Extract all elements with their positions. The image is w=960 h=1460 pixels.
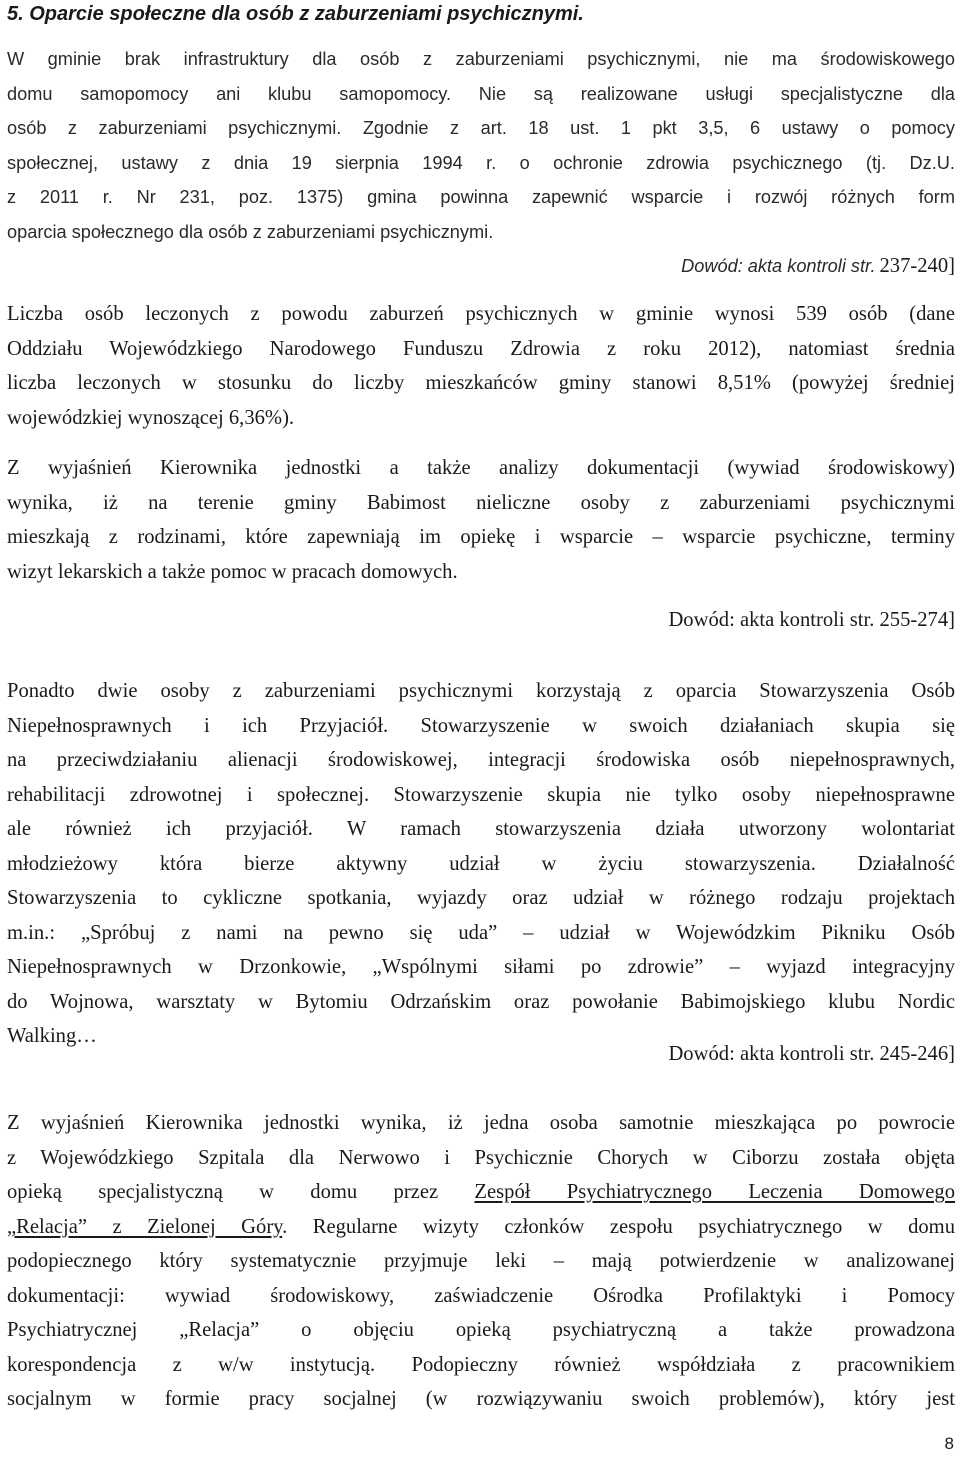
evidence-label: Dowód: akta kontroli str. [681,256,876,276]
text-line: Z wyjaśnień Kierownika jednostki wynika, iż jedna osoba samotnie mieszkająca po powrocie [7,1112,955,1134]
text-line: Oddziału Wojewódzkiego Narodowego Funduszu Zdrowia z roku 2012), natomiast średnia [7,337,955,360]
evidence-pages: 237-240] [879,255,955,277]
paragraph-explanation [7,451,955,589]
paragraph-association [7,674,955,1054]
text-line: korespondencja z w/w instytucją. Podopieczny również współdziała z pracownikiem [7,1353,955,1376]
text-line: liczba leczonych w stosunku do liczby mieszkańców gminy stanowi 8,51% (powyżej średniej [7,372,955,394]
underlined-institution-name: „Relacja” z Zielonej Góry [7,1215,283,1238]
text-line: z Wojewódzkiego Szpitala dla Nerwowo i Psychicznie Chorych w Ciborzu została objęta [7,1146,955,1169]
text-line: wizyt lekarskich a także pomoc w pracach domowych. [7,560,458,583]
text-line: ale również ich przyjaciół. W ramach stowarzyszenia działa utworzony wolontariat [7,818,955,840]
text-line: Ponadto dwie osoby z zaburzeniami psychicznymi korzystają z oparcia Stowarzyszenia Osób [7,680,955,702]
text-line: z 2011 r. Nr 231, poz. 1375) gmina powinna zapewnić wsparcie i rozwój różnych form [7,187,955,207]
text-line: osób z zaburzeniami psychicznymi. Zgodnie z art. 18 ust. 1 pkt 3,5, 6 ustawy o pomocy [7,118,955,138]
text-line: dokumentacji: wywiad środowiskowy, zaświadczenie Ośrodka Profilaktyki i Pomocy [7,1284,955,1307]
text-line: Stowarzyszenia to cykliczne spotkania, wyjazdy oraz udział w różnego rodzaju projektach [7,887,955,909]
underlined-institution-name: Zespół Psychiatrycznego Leczenia Domowego [474,1181,956,1203]
text-line: Psychiatrycznej „Relacja” o objęciu opieką psychiatryczną a także prowadzona [7,1319,955,1341]
text-fragment: opieką specjalistyczną w domu przez [7,1181,439,1203]
section-heading: 5. Oparcie społeczne dla osób z zaburzeniami psychicznymi. [7,3,584,25]
text-line: oparcia społecznego dla osób z zaburzeniami psychicznymi. [7,221,494,242]
text-line: domu samopomocy ani klubu samopomocy. Nie są realizowane usługi specjalistyczne dla [7,83,955,104]
text-line: mieszkają z rodzinami, które zapewniają im opiekę i wsparcie – wsparcie psychiczne, terminy [7,526,955,548]
evidence-reference-2: Dowód: akta kontroli str. 255-274] [668,609,955,631]
text-line: wojewódzkiej wynoszącej 6,36%). [7,406,295,429]
text-line: Liczba osób leczonych z powodu zaburzeń psychicznych w gminie wynosi 539 osób (dane [7,303,955,325]
paragraph-infrastructure [7,42,955,249]
paragraph-statistics [7,297,955,435]
text-line: Walking… [7,1025,97,1047]
text-line: społecznej, ustawy z dnia 19 sierpnia 1994 r. o ochronie zdrowia psychicznego (tj. Dz.U. [7,152,955,173]
text-line: Niepełnosprawnych w Drzonkowie, „Wspólnymi siłami po zdrowie” – wyjazd integracyjny [7,956,955,978]
evidence-reference-3: Dowód: akta kontroli str. 245-246] [668,1043,955,1065]
text-line: Z wyjaśnień Kierownika jednostki a także analizy dokumentacji (wywiad środowiskowy) [7,457,955,479]
page-number: 8 [944,1434,954,1453]
text-line: wynika, iż na terenie gminy Babimost nieliczne osoby z zaburzeniami psychicznymi [7,491,955,514]
text-line: podopiecznego który systematycznie przyjmuje leki – mają potwierdzenie w analizowanej [7,1250,955,1272]
text-line: na przeciwdziałaniu alienacji środowiskowej, integracji środowiska osób niepełnosprawnych, [7,749,955,771]
text-line: Niepełnosprawnych i ich Przyjaciół. Stowarzyszenie w swoich działaniach skupia się [7,714,955,737]
evidence-reference-1 [7,249,955,284]
text-line [7,1210,955,1245]
text-line: do Wojnowa, warsztaty w Bytomiu Odrzańskim oraz powołanie Babimojskiego klubu Nordic [7,990,955,1013]
text-fragment: . Regularne wizyty członków zespołu psychiatrycznego w domu [282,1215,955,1238]
text-line: młodzieżowy która bierze aktywny udział w życiu stowarzyszenia. Działalność [7,852,955,875]
text-line [7,1175,955,1210]
paragraph-care-case [7,1106,955,1417]
text-line: socjalnym w formie pracy socjalnej (w rozwiązywaniu swoich problemów), który jest [7,1388,955,1410]
text-line: rehabilitacji zdrowotnej i społecznej. Stowarzyszenie skupia nie tylko osoby niepełnosprawne [7,783,955,806]
text-line: m.in.: „Spróbuj z nami na pewno się uda” – udział w Wojewódzkim Pikniku Osób [7,921,955,944]
text-line: W gminie brak infrastruktury dla osób z zaburzeniami psychicznymi, nie ma środowiskowego [7,49,955,69]
